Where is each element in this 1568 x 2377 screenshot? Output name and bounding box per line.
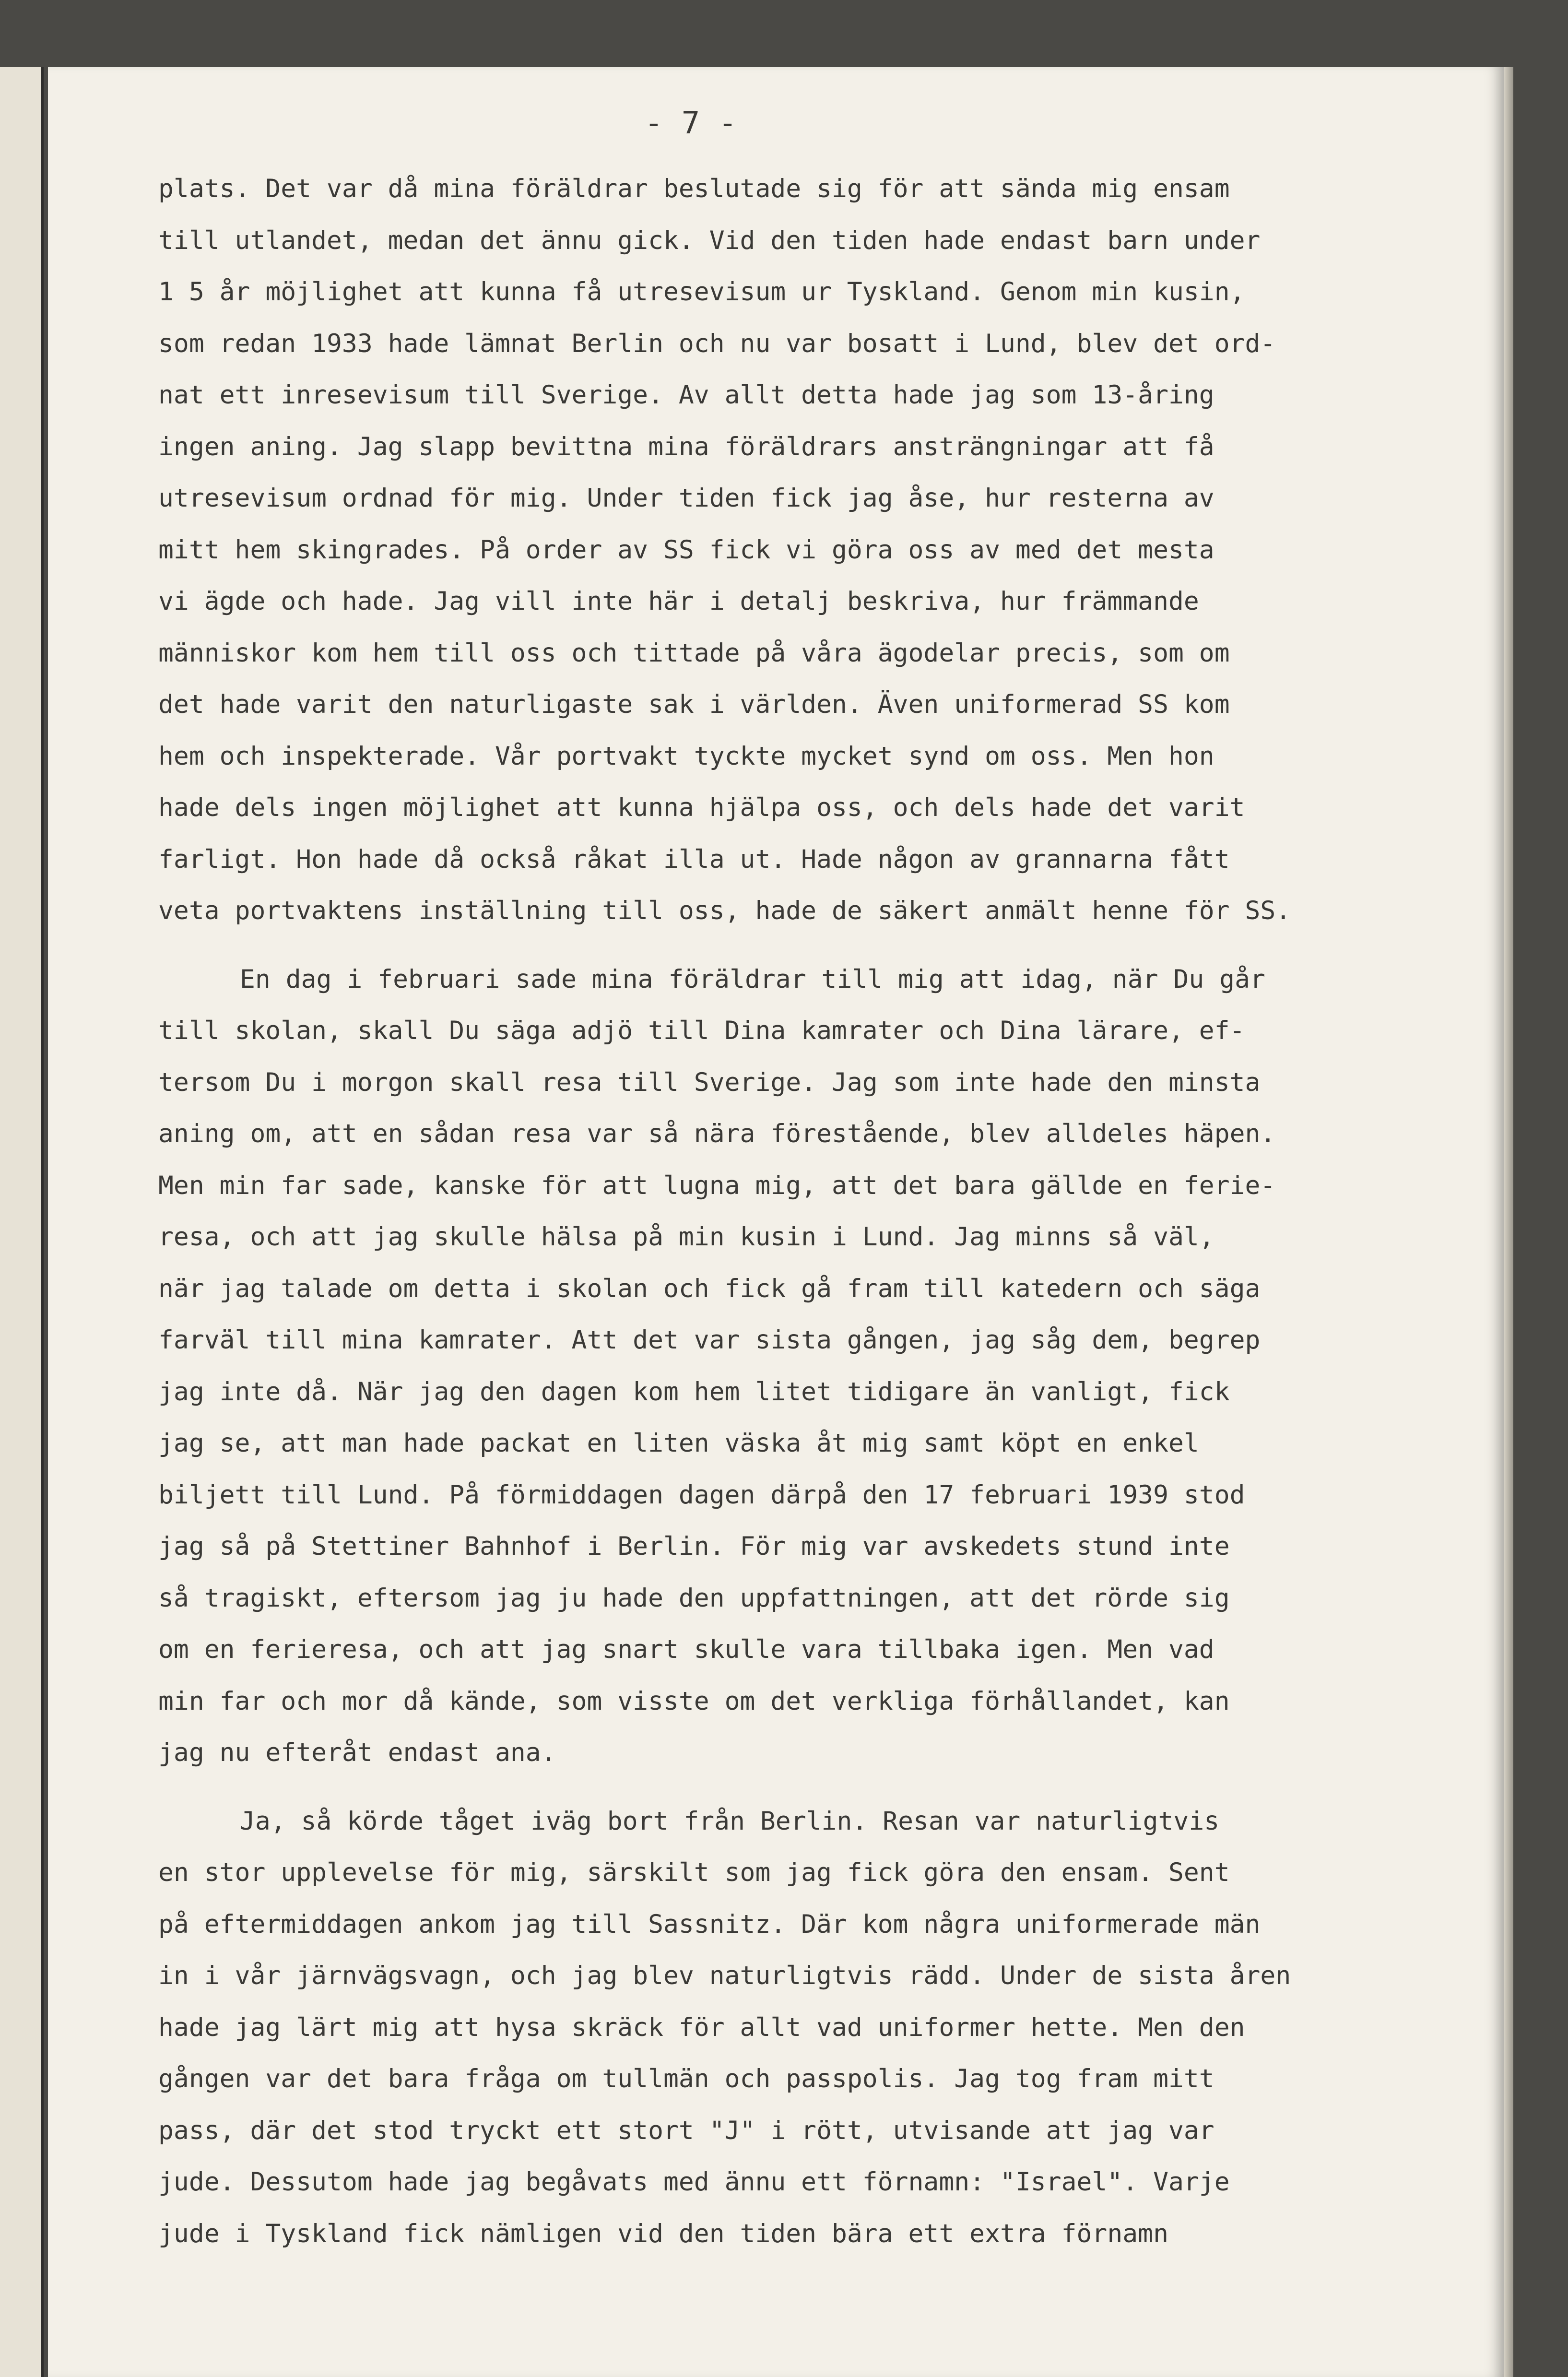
text-line: En dag i februari sade mina föräldrar till mig att idag, när Du går <box>240 964 1265 994</box>
text-body <box>158 163 1492 2259</box>
text-line: plats. Det var då mina föräldrar beslutade sig för att sända mig ensam <box>158 174 1230 203</box>
text-line: gången var det bara fråga om tullmän och passpolis. Jag tog fram mitt <box>158 2064 1214 2093</box>
text-line: som redan 1933 hade lämnat Berlin och nu var bosatt i Lund, blev det ord- <box>158 329 1276 358</box>
text-line: tersom Du i morgon skall resa till Sverige. Jag som inte hade den minsta <box>158 1067 1261 1097</box>
text-line: på eftermiddagen ankom jag till Sassnitz. Där kom några uniformerade män <box>158 1909 1261 1939</box>
text-line: veta portvaktens inställning till oss, hade de säkert anmält henne för SS. <box>158 896 1291 925</box>
text-line: så tragiskt, eftersom jag ju hade den uppfattningen, att det rörde sig <box>158 1583 1230 1613</box>
text-line: jude i Tyskland fick nämligen vid den tiden bära ett extra förnamn <box>158 2219 1168 2248</box>
text-line: jag nu efteråt endast ana. <box>158 1738 556 1767</box>
text-line: när jag talade om detta i skolan och fick gå fram till katedern och säga <box>158 1274 1261 1303</box>
previous-page-edge <box>0 67 44 2377</box>
text-line: det hade varit den naturligaste sak i världen. Även uniformerad SS kom <box>158 690 1230 719</box>
text-line: nat ett inresevisum till Sverige. Av allt detta hade jag som 13-åring <box>158 380 1214 410</box>
text-line: Ja, så körde tåget iväg bort från Berlin. Resan var naturligtvis <box>240 1806 1220 1836</box>
page-number: - 7 - <box>644 106 737 141</box>
text-line: till skolan, skall Du säga adjö till Dina kamrater och Dina lärare, ef- <box>158 1016 1245 1045</box>
document-page <box>48 67 1504 2377</box>
text-line: människor kom hem till oss och tittade på våra ägodelar precis, som om <box>158 638 1230 668</box>
text-line: jag så på Stettiner Bahnhof i Berlin. För mig var avskedets stund inte <box>158 1532 1230 1561</box>
text-line: jag inte då. När jag den dagen kom hem litet tidigare än vanligt, fick <box>158 1377 1230 1407</box>
text-line: min far och mor då kände, som visste om det verkliga förhållandet, kan <box>158 1686 1230 1716</box>
text-line: jude. Dessutom hade jag begåvats med ännu ett förnamn: "Israel". Varje <box>158 2167 1230 2197</box>
text-line: 1 5 år möjlighet att kunna få utresevisum ur Tyskland. Genom min kusin, <box>158 277 1245 307</box>
text-line: Men min far sade, kanske för att lugna mig, att det bara gällde en ferie- <box>158 1171 1276 1200</box>
text-line: hade dels ingen möjlighet att kunna hjälpa oss, och dels hade det varit <box>158 793 1245 822</box>
text-line: ingen aning. Jag slapp bevittna mina föräldrars ansträngningar att få <box>158 432 1214 461</box>
text-line: utresevisum ordnad för mig. Under tiden fick jag åse, hur resterna av <box>158 484 1214 513</box>
text-line: farligt. Hon hade då också råkat illa ut. Hade någon av grannarna fått <box>158 844 1230 874</box>
text-line: till utlandet, medan det ännu gick. Vid den tiden hade endast barn under <box>158 225 1261 255</box>
text-line: hem och inspekterade. Vår portvakt tyckte mycket synd om oss. Men hon <box>158 741 1214 771</box>
text-line: om en ferieresa, och att jag snart skulle vara tillbaka igen. Men vad <box>158 1635 1214 1664</box>
text-line: vi ägde och hade. Jag vill inte här i detalj beskriva, hur främmande <box>158 587 1199 616</box>
text-line: farväl till mina kamrater. Att det var sista gången, jag såg dem, begrep <box>158 1325 1261 1355</box>
text-line: pass, där det stod tryckt ett stort "J" i rött, utvisande att jag var <box>158 2116 1214 2145</box>
text-line: hade jag lärt mig att hysa skräck för allt vad uniformer hette. Men den <box>158 2012 1245 2042</box>
text-line: jag se, att man hade packat en liten väska åt mig samt köpt en enkel <box>158 1429 1199 1458</box>
text-line: aning om, att en sådan resa var så nära förestående, blev alldeles häpen. <box>158 1119 1276 1148</box>
text-line: en stor upplevelse för mig, särskilt som jag fick göra den ensam. Sent <box>158 1858 1230 1887</box>
text-line: mitt hem skingrades. På order av SS fick vi göra oss av med det mesta <box>158 535 1214 565</box>
text-line: in i vår järnvägsvagn, och jag blev naturligtvis rädd. Under de sista åren <box>158 1961 1291 1990</box>
page-edge <box>1504 67 1513 2377</box>
text-line: resa, och att jag skulle hälsa på min kusin i Lund. Jag minns så väl, <box>158 1222 1214 1252</box>
text-line: biljett till Lund. På förmiddagen dagen därpå den 17 februari 1939 stod <box>158 1480 1245 1510</box>
